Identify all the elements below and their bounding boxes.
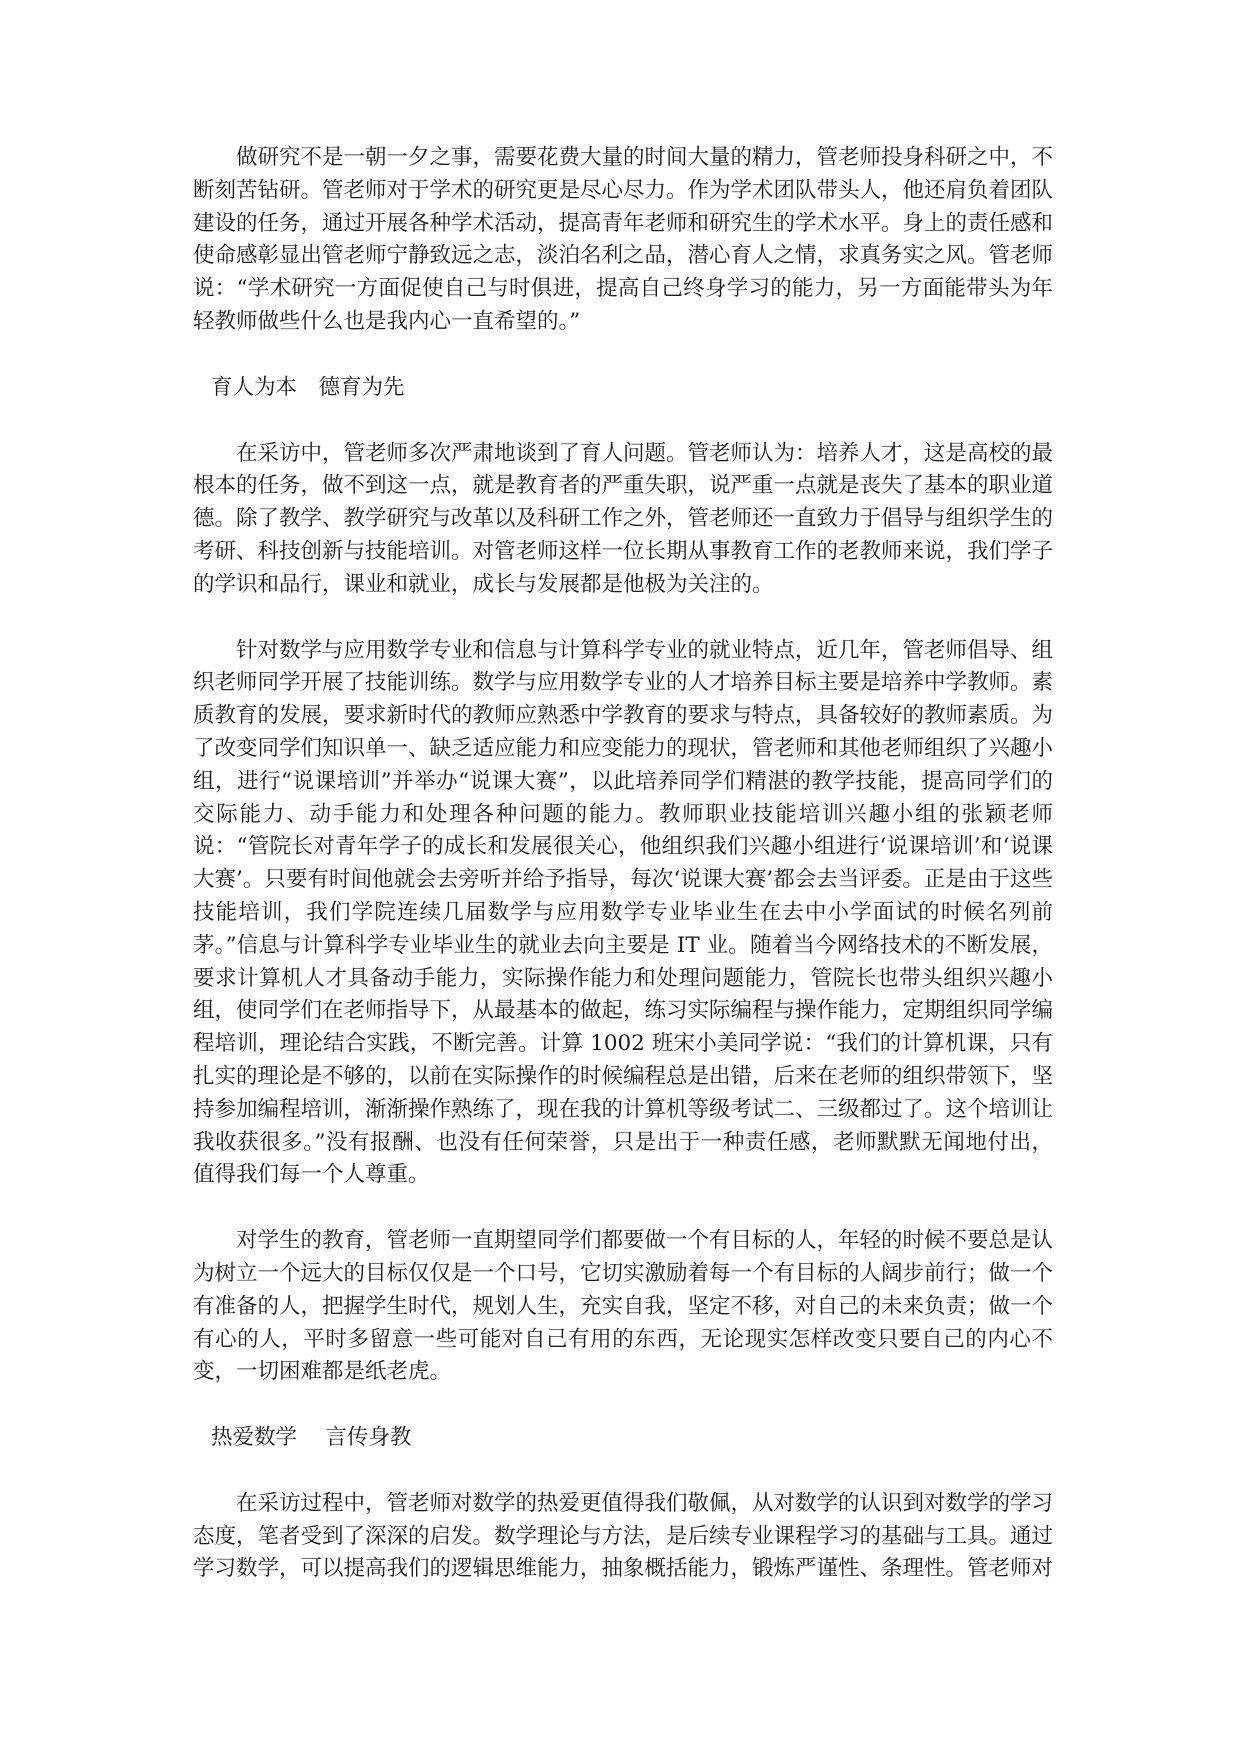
section-heading-math: 热爱数学 言传身教 [211, 1425, 412, 1451]
paragraph-education-view: 在采访中，管老师多次严肃地谈到了育人问题。管老师认为：培养人才，这是高校的最根本的任务，做不到这一点，就是教育者的严重失职，说严重一点就是丧失了基本的职业道德。除了教学、教学研究与改革以及科研工作之外，管老师还一直致力于倡导与组织学生的考研、科技创新与技能培训。对管老师这样一位长期从事教育工作的老教师来说，我们学子的学识和品行，课业和就业，成长与发展都是他极为关注的。 [193, 440, 1054, 597]
article-body [193, 142, 1053, 1619]
paragraph-student-goals: 对学生的教育，管老师一直期望同学们都要做一个有目标的人，年轻的时候不要总是认为树立一个远大的目标仅仅是一个口号，它切实激励着每一个有目标的人阔步前行；做一个有准备的人，把握学生时代，规划人生，充实自我，坚定不移，对自己的未来负责；做一个有心的人，平时多留意一些可能对自己有用的东西，无论现实怎样改变只要自己的内心不变，一切困难都是纸老虎。 [193, 1228, 1054, 1385]
paragraph-research: 做研究不是一朝一夕之事，需要花费大量的时间大量的精力，管老师投身科研之中，不断刻苦钻研。管老师对于学术的研究更是尽心尽力。作为学术团队带头人，他还肩负着团队建设的任务，通过开展各种学术活动，提高青年老师和研究生的学术水平。身上的责任感和使命感彰显出管老师宁静致远之志，淡泊名利之品，潜心育人之情，求真务实之风。管老师说：“学术研究一方面促使自己与时俱进，提高自己终身学习的能力，另一方面能带头为年轻教师做些什么也是我内心一直希望的。” [193, 145, 1054, 334]
paragraph-math-love: 在采访过程中，管老师对数学的热爱更值得我们敬佩，从对数学的认识到对数学的学习态度，笔者受到了深深的启发。数学理论与方法，是后续专业课程学习的基础与工具。通过学习数学，可以提高我们的逻辑思维能力，抽象概括能力，锻炼严谨性、条理性。管老师对 [193, 1490, 1054, 1582]
section-heading-education: 育人为本 德育为先 [211, 374, 405, 400]
paragraph-skill-training: 针对数学与应用数学专业和信息与计算科学专业的就业特点，近几年，管老师倡导、组织老师同学开展了技能训练。数学与应用数学专业的人才培养目标主要是培养中学教师。素质教育的发展，要求新时代的教师应熟悉中学教育的要求与特点，具备较好的教师素质。为了改变同学们知识单一、缺乏适应能力和应变能力的现状，管老师和其他老师组织了兴趣小组，进行“说课培训”并举办“说课大赛”，以此培养同学们精湛的教学技能，提高同学们的交际能力、动手能力和处理各种问题的能力。教师职业技能培训兴趣小组的张颖老师说：“管院长对青年学子的成长和发展很关心，他组织我们兴趣小组进行‘说课培训’和‘说课大赛’。只要有时间他就会去旁听并给予指导，每次‘说课大赛’都会去当评委。正是由于这些技能培训，我们学院连续几届数学与应用数学专业毕业生在去中小学面试的时候名列前茅。”信息与计算科学专业毕业生的就业去向主要是 IT 业。随着当今网络技术的不断发展，要求计算机人才具备动手能力，实际操作能力和处理问题能力，管院长也带头组织兴趣小组，使同学们在老师指导下，从最基本的做起，练习实际编程与操作能力，定期组织同学编程培训，理论结合实践，不断完善。计算 1002 班宋小美同学说：“我们的计算机课，只有扎实的理论是不够的，以前在实际操作的时候编程总是出错，后来在老师的组织带领下，坚持参加编程培训，渐渐操作熟练了，现在我的计算机等级考试二、三级都过了。这个培训让我收获很多。”没有报酬、也没有任何荣誉，只是出于一种责任感，老师默默无闻地付出，值得我们每一个人尊重。 [193, 637, 1054, 1188]
